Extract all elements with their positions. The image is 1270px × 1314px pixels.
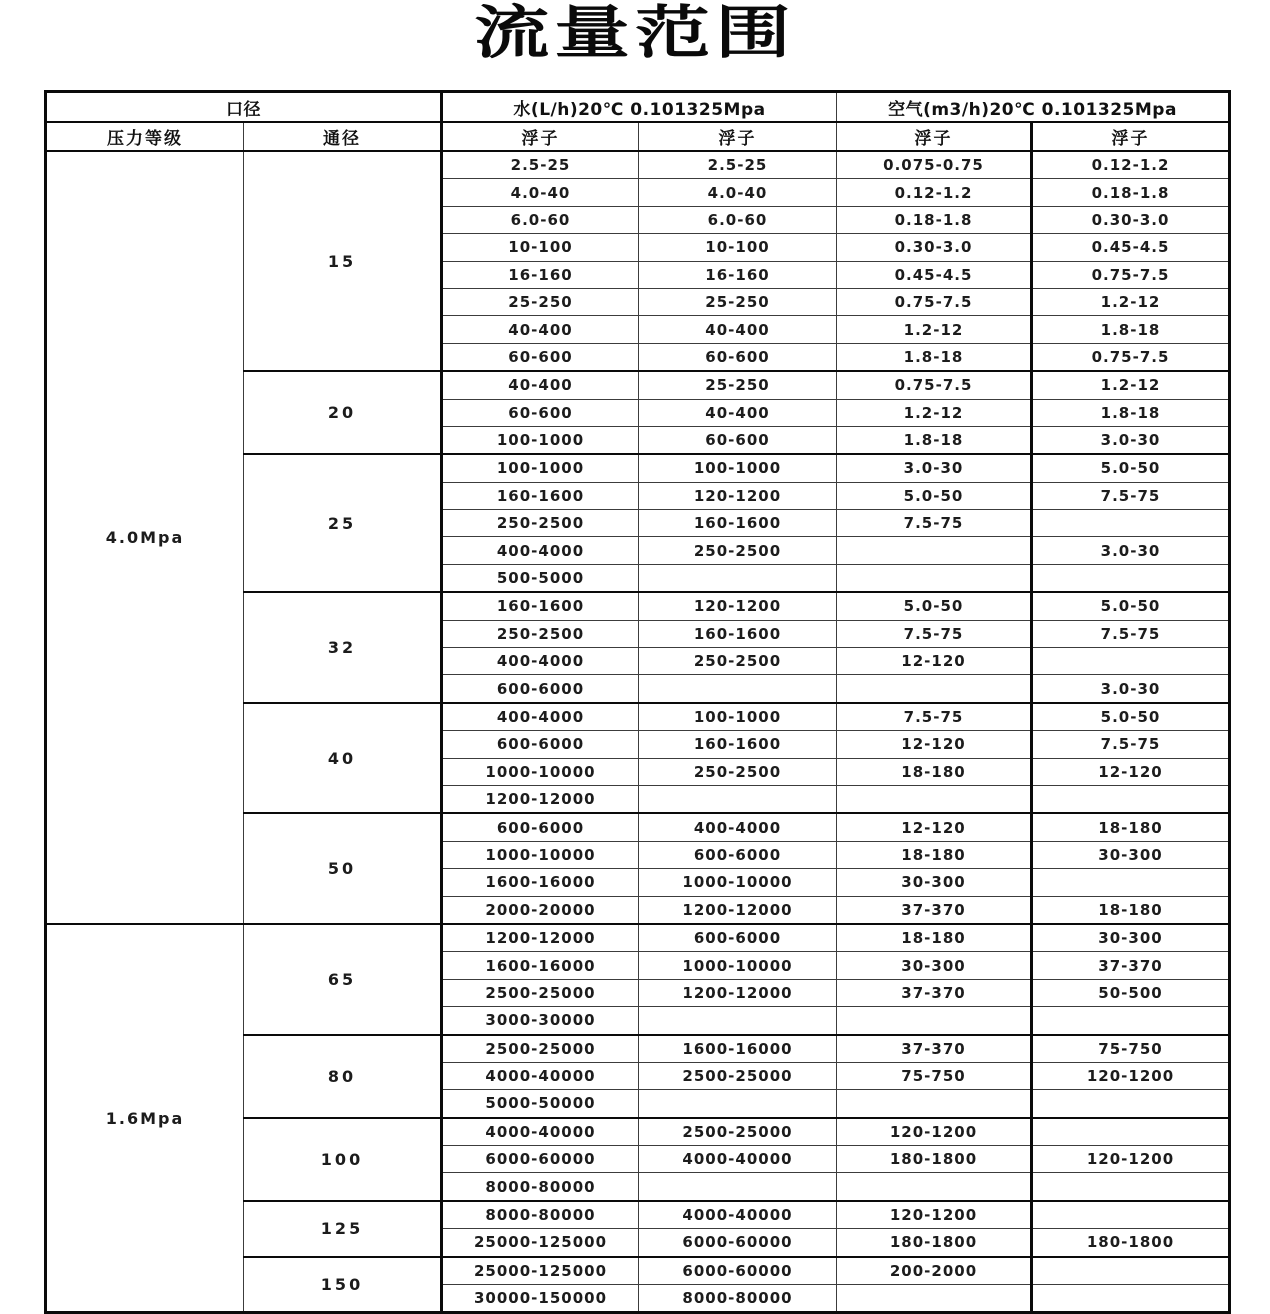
header-float-water-2: 浮子	[639, 122, 837, 151]
nominal-diameter-cell: 65	[244, 924, 442, 1035]
flow-range-cell: 6000-60000	[442, 1146, 639, 1173]
flow-range-cell: 6.0-60	[639, 206, 837, 233]
flow-range-cell: 0.45-4.5	[837, 261, 1032, 288]
flow-range-cell: 1.8-18	[837, 426, 1032, 454]
flow-range-cell: 2500-25000	[442, 979, 639, 1006]
flow-range-cell: 7.5-75	[1032, 482, 1230, 509]
flow-range-cell	[639, 1090, 837, 1118]
flow-range-cell	[837, 1285, 1032, 1313]
flow-range-cell: 180-1800	[837, 1229, 1032, 1257]
flow-range-cell: 8000-80000	[442, 1201, 639, 1229]
flow-range-cell: 2.5-25	[639, 151, 837, 179]
flow-range-cell: 12-120	[837, 813, 1032, 841]
flow-range-cell: 180-1800	[1032, 1229, 1230, 1257]
flow-range-cell: 40-400	[442, 371, 639, 399]
pressure-grade-cell: 4.0Mpa	[46, 151, 244, 924]
flow-range-cell: 160-1600	[639, 510, 837, 537]
flow-range-cell	[1032, 1173, 1230, 1201]
flow-range-cell: 2.5-25	[442, 151, 639, 179]
flow-range-cell: 4000-40000	[639, 1201, 837, 1229]
flow-range-cell: 60-600	[639, 426, 837, 454]
table-subheader-row	[46, 122, 1230, 151]
flow-range-cell: 180-1800	[837, 1146, 1032, 1173]
flow-range-cell: 0.12-1.2	[837, 179, 1032, 206]
flow-range-cell	[837, 785, 1032, 813]
flow-range-cell: 10-100	[639, 234, 837, 261]
flow-range-cell	[1032, 869, 1230, 896]
flow-range-cell	[639, 675, 837, 703]
flow-range-cell	[1032, 1007, 1230, 1035]
flow-range-cell: 37-370	[1032, 952, 1230, 979]
flow-range-cell: 30-300	[837, 869, 1032, 896]
flow-range-table	[44, 90, 1231, 1314]
header-caliber: 口径	[46, 92, 442, 123]
flow-range-cell: 37-370	[837, 1035, 1032, 1063]
flow-range-cell: 60-600	[442, 343, 639, 371]
flow-range-cell: 600-6000	[639, 924, 837, 952]
flow-range-cell: 100-1000	[639, 454, 837, 482]
pressure-grade-cell: 1.6Mpa	[46, 924, 244, 1313]
flow-range-cell	[837, 564, 1032, 592]
flow-range-cell: 100-1000	[639, 703, 837, 731]
flow-range-cell: 1.2-12	[837, 316, 1032, 343]
flow-range-cell: 0.18-1.8	[1032, 179, 1230, 206]
flow-range-cell: 1.2-12	[1032, 288, 1230, 315]
flow-range-cell: 40-400	[639, 399, 837, 426]
flow-range-cell	[1032, 510, 1230, 537]
flow-range-cell: 400-4000	[442, 537, 639, 564]
flow-range-cell: 0.75-7.5	[1032, 261, 1230, 288]
flow-range-cell: 1600-16000	[442, 952, 639, 979]
flow-range-cell: 40-400	[639, 316, 837, 343]
flow-range-cell: 4.0-40	[442, 179, 639, 206]
flow-range-cell: 250-2500	[639, 537, 837, 564]
flow-range-cell	[837, 1090, 1032, 1118]
flow-range-cell: 30-300	[837, 952, 1032, 979]
flow-range-cell: 1000-10000	[442, 758, 639, 785]
flow-range-cell: 18-180	[837, 758, 1032, 785]
header-float-air-2: 浮子	[1032, 122, 1230, 151]
flow-range-cell	[639, 1007, 837, 1035]
nominal-diameter-cell: 25	[244, 454, 442, 592]
flow-range-cell: 30000-150000	[442, 1285, 639, 1313]
flow-range-cell: 6.0-60	[442, 206, 639, 233]
flow-range-cell: 75-750	[1032, 1035, 1230, 1063]
flow-range-cell: 16-160	[442, 261, 639, 288]
flow-range-cell: 75-750	[837, 1062, 1032, 1089]
flow-range-cell: 10-100	[442, 234, 639, 261]
nominal-diameter-cell: 100	[244, 1118, 442, 1201]
flow-range-cell: 250-2500	[442, 620, 639, 647]
table-row	[46, 924, 1230, 952]
flow-range-cell: 0.30-3.0	[1032, 206, 1230, 233]
flow-range-cell: 40-400	[442, 316, 639, 343]
flow-range-cell: 250-2500	[442, 510, 639, 537]
flow-range-cell: 160-1600	[442, 592, 639, 620]
flow-range-cell: 1600-16000	[442, 869, 639, 896]
flow-range-cell: 4000-40000	[442, 1118, 639, 1146]
flow-range-cell: 18-180	[837, 841, 1032, 868]
flow-range-cell: 0.75-7.5	[837, 288, 1032, 315]
flow-range-cell: 400-4000	[442, 703, 639, 731]
flow-range-cell: 120-1200	[1032, 1146, 1230, 1173]
flow-range-cell: 25-250	[442, 288, 639, 315]
nominal-diameter-cell: 80	[244, 1035, 442, 1118]
flow-range-cell: 12-120	[837, 731, 1032, 758]
flow-range-cell: 7.5-75	[1032, 731, 1230, 758]
flow-range-cell: 5000-50000	[442, 1090, 639, 1118]
flow-range-cell: 100-1000	[442, 454, 639, 482]
flow-range-cell: 1200-12000	[639, 896, 837, 924]
flow-range-cell: 120-1200	[837, 1201, 1032, 1229]
flow-range-cell: 120-1200	[1032, 1062, 1230, 1089]
flow-range-cell: 5.0-50	[1032, 454, 1230, 482]
header-nominal-diameter: 通径	[244, 122, 442, 151]
flow-range-cell: 25000-125000	[442, 1229, 639, 1257]
flow-range-cell: 0.30-3.0	[837, 234, 1032, 261]
flow-range-cell: 12-120	[1032, 758, 1230, 785]
flow-range-cell: 2500-25000	[442, 1035, 639, 1063]
flow-range-cell: 2500-25000	[639, 1118, 837, 1146]
table-header-row	[46, 92, 1230, 123]
flow-range-cell	[639, 1173, 837, 1201]
flow-range-cell: 0.45-4.5	[1032, 234, 1230, 261]
flow-range-cell: 3.0-30	[1032, 675, 1230, 703]
header-pressure-grade: 压力等级	[46, 122, 244, 151]
flow-range-cell	[1032, 1201, 1230, 1229]
flow-range-cell: 1200-12000	[442, 785, 639, 813]
header-float-air-1: 浮子	[837, 122, 1032, 151]
flow-range-cell: 0.18-1.8	[837, 206, 1032, 233]
flow-range-cell: 16-160	[639, 261, 837, 288]
flow-range-cell	[1032, 1257, 1230, 1285]
flow-range-cell: 1200-12000	[442, 924, 639, 952]
flow-range-cell: 25000-125000	[442, 1257, 639, 1285]
flow-range-cell: 600-6000	[442, 813, 639, 841]
flow-range-cell: 8000-80000	[442, 1173, 639, 1201]
flow-range-cell: 2500-25000	[639, 1062, 837, 1089]
nominal-diameter-cell: 15	[244, 151, 442, 371]
table-row	[46, 151, 1230, 179]
flow-range-cell: 12-120	[837, 648, 1032, 675]
flow-range-cell	[1032, 648, 1230, 675]
flow-range-cell: 1.8-18	[1032, 399, 1230, 426]
flow-range-cell: 37-370	[837, 896, 1032, 924]
flow-range-cell: 400-4000	[442, 648, 639, 675]
flow-range-cell: 400-4000	[639, 813, 837, 841]
flow-range-cell: 1000-10000	[639, 869, 837, 896]
nominal-diameter-cell: 40	[244, 703, 442, 814]
flow-range-cell: 1.2-12	[1032, 371, 1230, 399]
header-float-water-1: 浮子	[442, 122, 639, 151]
flow-range-cell: 3.0-30	[1032, 537, 1230, 564]
nominal-diameter-cell: 20	[244, 371, 442, 454]
flow-range-cell: 600-6000	[442, 731, 639, 758]
flow-range-cell: 120-1200	[639, 482, 837, 509]
flow-range-cell: 0.12-1.2	[1032, 151, 1230, 179]
flow-range-cell: 25-250	[639, 371, 837, 399]
flow-range-cell: 25-250	[639, 288, 837, 315]
nominal-diameter-cell: 50	[244, 813, 442, 924]
flow-range-cell: 0.075-0.75	[837, 151, 1032, 179]
flow-range-cell: 200-2000	[837, 1257, 1032, 1285]
flow-range-cell: 3000-30000	[442, 1007, 639, 1035]
flow-range-cell: 1.8-18	[1032, 316, 1230, 343]
nominal-diameter-cell: 32	[244, 592, 442, 703]
flow-range-cell: 1.2-12	[837, 399, 1032, 426]
flow-range-cell: 2000-20000	[442, 896, 639, 924]
flow-range-cell	[639, 564, 837, 592]
flow-range-cell: 250-2500	[639, 648, 837, 675]
flow-range-cell: 120-1200	[837, 1118, 1032, 1146]
flow-range-cell	[837, 675, 1032, 703]
flow-range-cell: 500-5000	[442, 564, 639, 592]
flow-range-cell: 5.0-50	[837, 482, 1032, 509]
flow-range-cell: 18-180	[837, 924, 1032, 952]
flow-range-cell	[1032, 785, 1230, 813]
nominal-diameter-cell: 125	[244, 1201, 442, 1257]
flow-range-cell: 18-180	[1032, 813, 1230, 841]
flow-range-cell	[639, 785, 837, 813]
flow-range-cell: 7.5-75	[1032, 620, 1230, 647]
page-title: 流量范围	[473, 0, 797, 66]
flow-range-cell	[1032, 1118, 1230, 1146]
flow-range-cell	[1032, 1285, 1230, 1313]
nominal-diameter-cell: 150	[244, 1257, 442, 1313]
flow-range-cell: 1.8-18	[837, 343, 1032, 371]
flow-range-cell: 6000-60000	[639, 1229, 837, 1257]
flow-range-cell: 7.5-75	[837, 703, 1032, 731]
flow-range-cell: 5.0-50	[1032, 703, 1230, 731]
flow-range-cell	[837, 1007, 1032, 1035]
flow-range-cell: 60-600	[639, 343, 837, 371]
header-air-condition: 空气(m3/h)20℃ 0.101325Mpa	[837, 92, 1230, 123]
flow-range-cell: 600-6000	[639, 841, 837, 868]
flow-range-cell: 600-6000	[442, 675, 639, 703]
flow-range-cell: 5.0-50	[1032, 592, 1230, 620]
flow-range-cell: 1600-16000	[639, 1035, 837, 1063]
flow-range-cell: 4000-40000	[639, 1146, 837, 1173]
flow-range-cell	[1032, 564, 1230, 592]
header-water-condition: 水(L/h)20℃ 0.101325Mpa	[442, 92, 837, 123]
flow-range-cell: 160-1600	[639, 731, 837, 758]
flow-range-cell: 7.5-75	[837, 620, 1032, 647]
flow-range-cell: 4.0-40	[639, 179, 837, 206]
flow-range-cell: 100-1000	[442, 426, 639, 454]
flow-range-cell: 3.0-30	[837, 454, 1032, 482]
flow-range-cell: 160-1600	[442, 482, 639, 509]
flow-range-cell: 1000-10000	[442, 841, 639, 868]
flow-range-cell: 0.75-7.5	[837, 371, 1032, 399]
flow-range-cell: 0.75-7.5	[1032, 343, 1230, 371]
flow-range-cell: 60-600	[442, 399, 639, 426]
flow-range-cell: 6000-60000	[639, 1257, 837, 1285]
flow-range-cell: 37-370	[837, 979, 1032, 1006]
flow-range-cell: 5.0-50	[837, 592, 1032, 620]
flow-range-cell: 18-180	[1032, 896, 1230, 924]
flow-range-cell	[837, 1173, 1032, 1201]
flow-range-cell: 4000-40000	[442, 1062, 639, 1089]
flow-range-cell: 120-1200	[639, 592, 837, 620]
flow-range-cell	[837, 537, 1032, 564]
flow-range-cell: 7.5-75	[837, 510, 1032, 537]
flow-range-cell: 30-300	[1032, 841, 1230, 868]
flow-table-body	[46, 151, 1230, 1313]
flow-range-cell	[1032, 1090, 1230, 1118]
flow-range-cell: 3.0-30	[1032, 426, 1230, 454]
flow-range-cell: 250-2500	[639, 758, 837, 785]
flow-range-cell: 50-500	[1032, 979, 1230, 1006]
flow-range-cell: 160-1600	[639, 620, 837, 647]
flow-range-cell: 1000-10000	[639, 952, 837, 979]
flow-range-cell: 1200-12000	[639, 979, 837, 1006]
flow-range-cell: 8000-80000	[639, 1285, 837, 1313]
flow-range-cell: 30-300	[1032, 924, 1230, 952]
